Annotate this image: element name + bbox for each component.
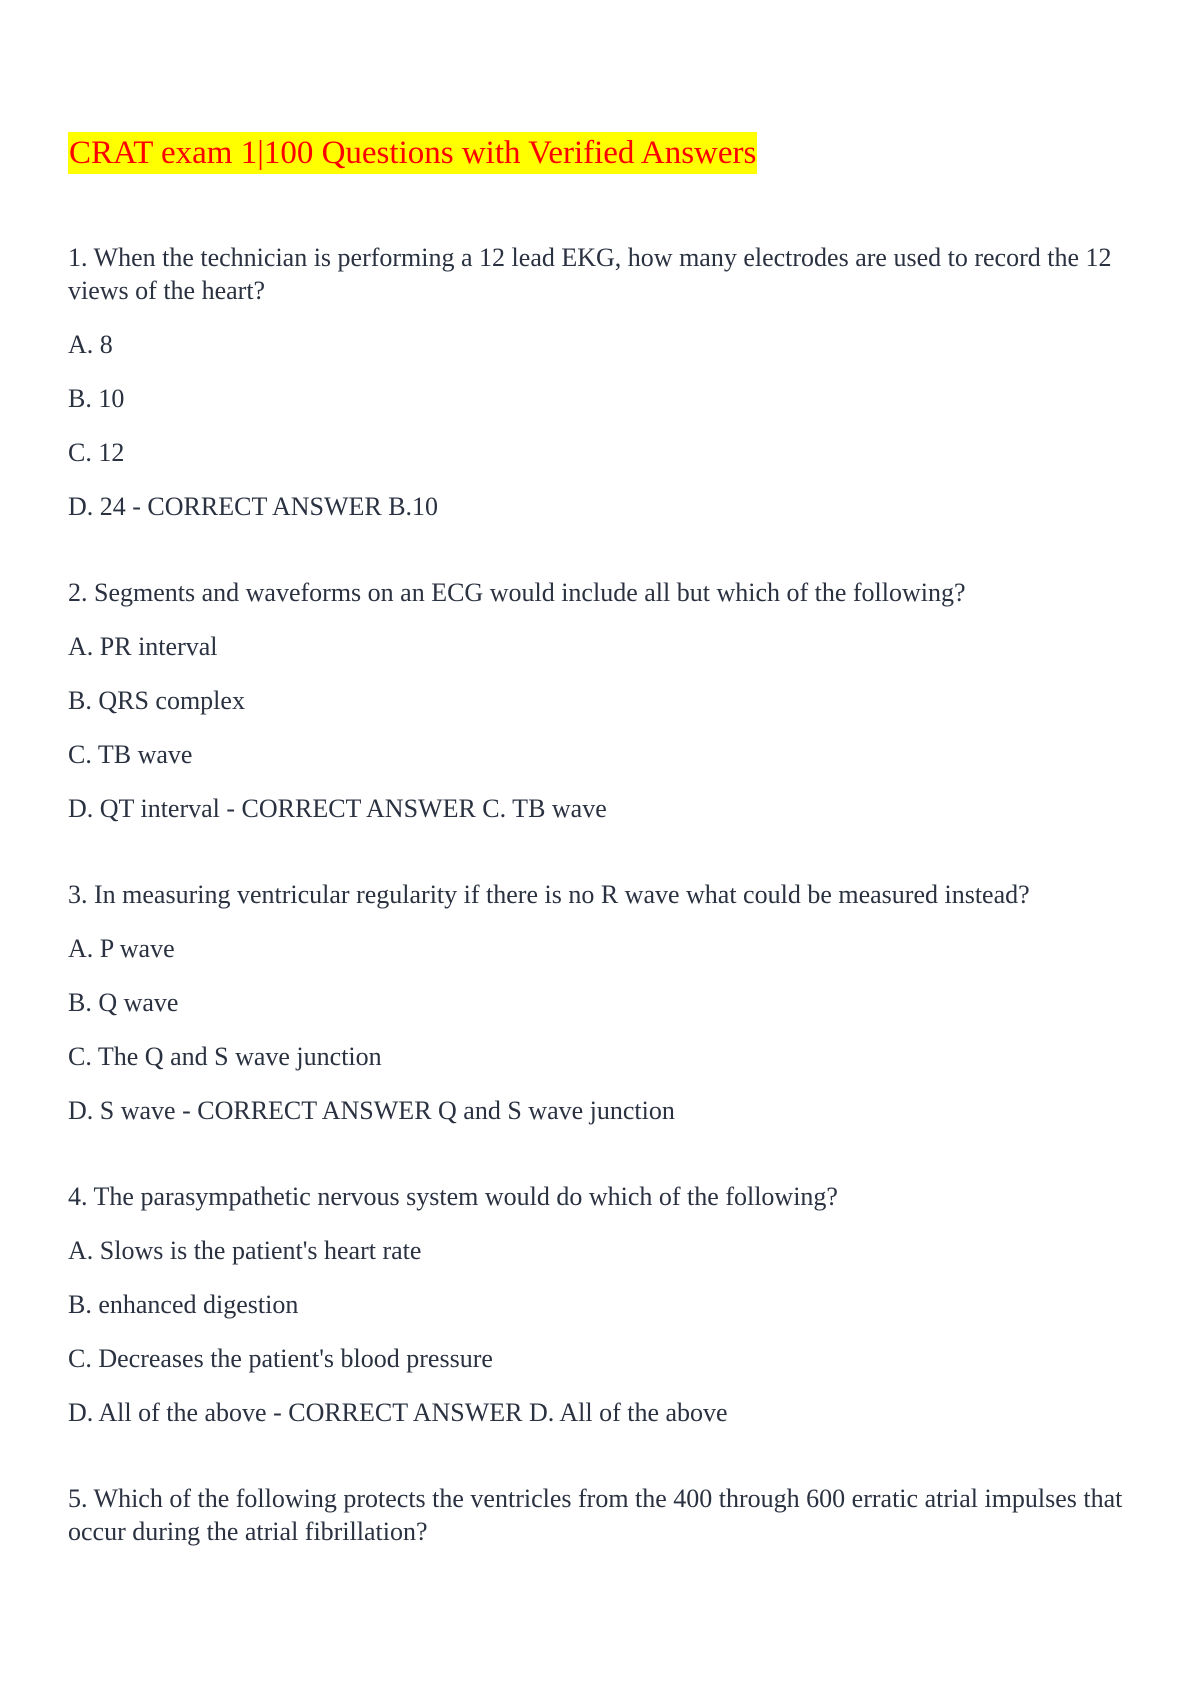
answer-option: B. QRS complex <box>68 686 245 715</box>
answer-option: C. The Q and S wave junction <box>68 1042 382 1071</box>
answer-option: B. 10 <box>68 384 125 413</box>
question-list <box>68 241 1128 1601</box>
answer-option-with-correct-answer: D. 24 - CORRECT ANSWER B.10 <box>68 492 439 521</box>
question-text: 3. In measuring ventricular regularity if there is no R wave what could be measured instead? <box>68 880 1030 909</box>
answer-option: A. Slows is the patient's heart rate <box>68 1236 422 1265</box>
question-text: 5. Which of the following protects the ventricles from the 400 through 600 erratic atrial impulses that occur during the atrial fibrillation? <box>68 1484 1123 1546</box>
answer-option: B. Q wave <box>68 988 179 1017</box>
question-5 <box>68 1482 1128 1548</box>
answer-option: C. Decreases the patient's blood pressure <box>68 1344 493 1373</box>
question-text: 2. Segments and waveforms on an ECG would include all but which of the following? <box>68 578 966 607</box>
answer-option: C. 12 <box>68 438 125 467</box>
question-text: 1. When the technician is performing a 12 lead EKG, how many electrodes are used to record the 12 views of the heart? <box>68 243 1112 305</box>
question-1 <box>68 241 1128 523</box>
question-text: 4. The parasympathetic nervous system would do which of the following? <box>68 1182 838 1211</box>
answer-option-with-correct-answer: D. QT interval - CORRECT ANSWER C. TB wave <box>68 794 607 823</box>
answer-option: C. TB wave <box>68 740 193 769</box>
answer-option-with-correct-answer: D. S wave - CORRECT ANSWER Q and S wave junction <box>68 1096 675 1125</box>
answer-option-with-correct-answer: D. All of the above - CORRECT ANSWER D. All of the above <box>68 1398 728 1427</box>
answer-option: A. 8 <box>68 330 113 359</box>
question-3 <box>68 878 1128 1127</box>
answer-option: B. enhanced digestion <box>68 1290 299 1319</box>
answer-option: A. P wave <box>68 934 175 963</box>
answer-option: A. PR interval <box>68 632 218 661</box>
question-4 <box>68 1180 1128 1429</box>
question-2 <box>68 576 1128 825</box>
document-title: CRAT exam 1|100 Questions with Verified Answers <box>68 132 757 174</box>
